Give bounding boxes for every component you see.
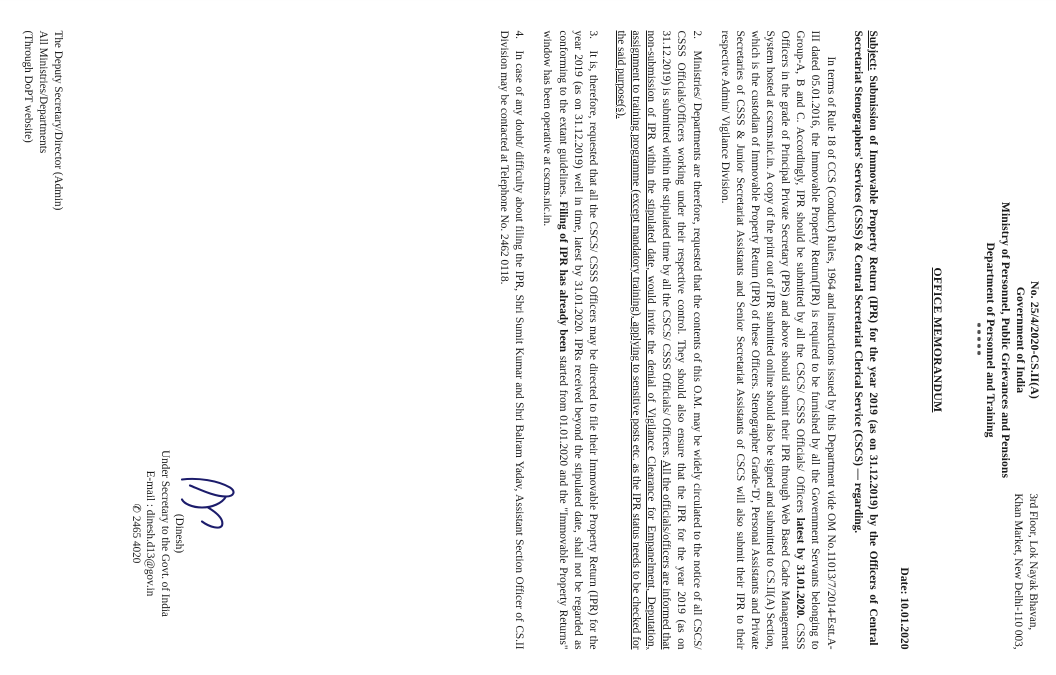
- signatory-phone: 2465 4020: [129, 515, 142, 563]
- signatory-phone-row: [128, 423, 143, 643]
- address-line-1: 3rd Floor, Lok Nayak Bhavan,: [1027, 492, 1039, 630]
- document-body: [10, 30, 1042, 649]
- paragraph-4: [496, 30, 526, 649]
- address-line-2: Khan Market, New Delhi-110 003,: [1012, 492, 1025, 649]
- ministry-name: Ministry of Personnel, Public Grievances and Pensions: [999, 201, 1013, 478]
- paragraph-2-text: Ministries/ Departments are therefore, requested that the contents of this O.M. may be widely circulated to the notice of all CSCS/ CSSS Officials/Officers working under their respective control. They should also ensure that the IPR for the year 2019 (as on 31.12.2019) is submitted within the stipulated time by all the CSCS/ CSSS Officials/ Officers. All the officials/officers are informed that non-submission of IPR within the stipulated date, would invite the denial of Vigilance Clearance for Empanelment, Deputation, assignment to training programme (except mandatory training), applying to sensitive posts etc. as the IPR status needs to be checked for the said purpose(s).: [615, 30, 703, 649]
- department-name: Department of Personnel and Training: [984, 241, 998, 438]
- office-address: [1011, 493, 1040, 649]
- paragraph-4-number: 4.: [513, 30, 526, 39]
- office-memorandum-title: OFFICE MEMORANDUM: [930, 267, 944, 412]
- subject-label: Subject:: [866, 30, 879, 71]
- paragraph-1-text: In terms of Rule 18 of CCS (Conduct) Rules, 1964 and instructions issued by this Department vide OM No.11013/7/2014-Estt.A-III dated 05.01.2016, the Immovable Property Return(IPR) is required to be furnished by all the Government Servants belonging to Group-A, B and C. Accordingly, IPR should be submitted by all the CSCS/ CSSS Officials/ Officers latest by 31.01.2020. CSSS Officers in the grade of Principal Private Secretary (PPS) and above should submit their IPR through Web Based Cadre Management System hosted at cscms.nic.in. A copy of the print out of IPR submitted online should also be signed and submitted to CS.II(A) Section, which is the custodian of Immovable Property Return (IPR) of these Officers. Stenographer Grade-'D', Personal Assistants and Private Secretaries of CSSS & Junior Secretariat Assistants and Senior Secretariat Assistants of CSCS will also submit their IPR to their respective Admin/ Vigilance Division.: [718, 30, 837, 649]
- signatory-email: E-mail : dinesh.d13@gov.in: [144, 470, 157, 596]
- file-number: No. 25/4/2020-CS.II(A): [1028, 280, 1042, 399]
- paragraph-3: [539, 30, 600, 649]
- addressee-block: [20, 30, 65, 210]
- header-separator-stars: *****: [971, 322, 983, 357]
- paragraph-1: [717, 30, 838, 649]
- subject-text: Submission of Immovable Property Return (IPR) for the year 2019 (as on 31.12.2019) by the Officers of Central Secretariat Stenographers' Services (CSSS) & Central Secretariat Clerical Service (CSCS) — regarding.: [852, 30, 879, 645]
- paragraph-3-number: 3.: [586, 30, 599, 39]
- signatory-name: (Dinesh): [173, 513, 186, 553]
- document-date: Date: 10.01.2020: [897, 566, 911, 649]
- subject-block: [851, 30, 880, 649]
- government-name: Government of India: [1013, 286, 1027, 393]
- signature-block: [128, 423, 186, 643]
- paragraph-4-text: In case of any doubt/ difficulty about filing the IPR, Shri Sumit Kumar and Shri Balram Yadav, Assistant Section Officer of CS.II Division may be contacted at Telephone No. 2462 0118.: [498, 30, 526, 649]
- paragraph-2: [613, 30, 704, 649]
- paragraph-2-number: 2.: [690, 30, 703, 39]
- telephone-icon: ✆: [129, 503, 142, 513]
- handwritten-signature-icon: [178, 463, 238, 553]
- addressee-line-3: (Through DoPT website): [22, 30, 35, 143]
- addressee-line-1: The Deputy Secretary/Director (Admin): [52, 30, 65, 210]
- addressee-line-2: All Ministries/Departments: [37, 30, 50, 153]
- paragraph-3-text: It is, therefore, requested that all the CSCS/ CSSS Officers may be directed to file their Immovable Property Return (IPR) for the year 2019 (as on 31.12.2019) well in time, latest by 31.01.2020. IPRs received beyond the stipulated date, shall not be regarded as conforming to the extant guidelines. Filing of IPR has already been started from 01.01.2020 and the "Immovable Property Returns" window has been operative at cscms.nic.in.: [541, 30, 599, 649]
- signatory-designation: Under Secretary to the Govt. of India: [158, 449, 171, 617]
